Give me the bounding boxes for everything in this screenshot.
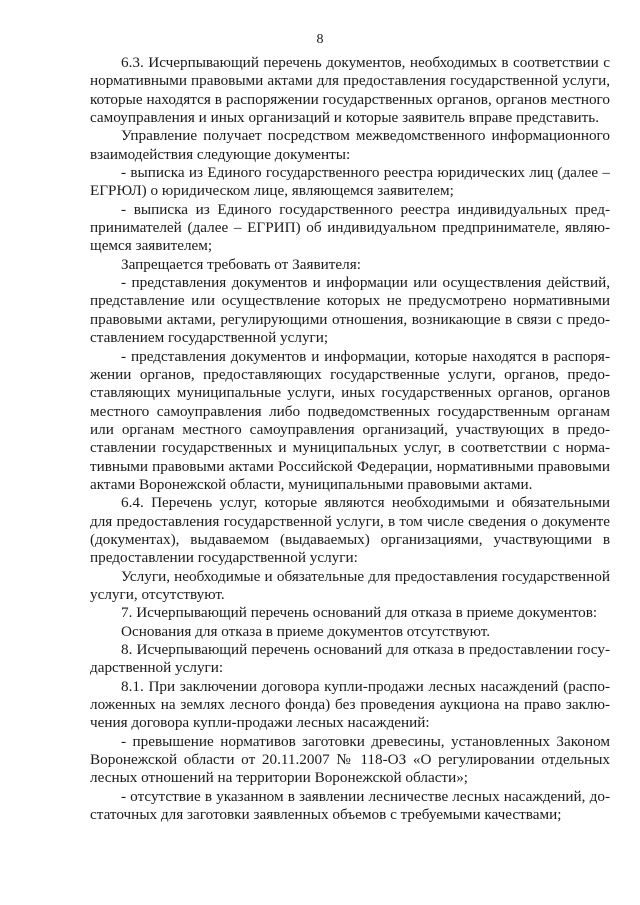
paragraph-interaction-intro: Управление получает посредством межведомственного информационного взаимодействия следующие документы: [90,127,610,163]
list-item-egrip: - выписка из Единого государственного реестра индивидуальных предпринимателей (далее – ЕГРИП) об индивидуальном предпринимателе, являющемся заявителем; [90,200,610,255]
paragraph-6-3: 6.3. Исчерпывающий перечень документов, необходимых в соответствии с нормативными правовыми актами для предоставления государственной услуги, которые находятся в распоряжении государственных органов, органов местного самоуправления и иных организаций и которые заявитель вправе представить. [90,54,610,127]
list-item-prohibition-1: - представления документов и информации или осуществления действий, представление или осуществление которых не предусмотрено нормативными правовыми актами, регулирующими отношения, возникающие в связи с предоставлением государственной услуги; [90,274,610,347]
list-item-no-plantations: - отсутствие в указанном в заявлении лесничестве лесных насаждений, достаточных для заготовки заявленных объемов с требуемыми качествами; [90,787,610,824]
paragraph-prohibition-intro: Запрещается требовать от Заявителя: [121,255,361,273]
paragraph-6-4: 6.4. Перечень услуг, которые являются необходимыми и обязательными для предоставления государственной услуги, в том числе сведения о документе (документах), выдаваемом (выдаваемых) организациями, участвующими в предоставлении государственной услуги: [90,494,610,567]
paragraph-7: 7. Исчерпывающий перечень оснований для отказа в приеме документов: [121,604,598,622]
list-item-prohibition-2: - представления документов и информации, которые находятся в распоряжении органов, предоставляющих государственные услуги, органов, предоставляющих муниципальные услуги, иных государственных органов, органов местного самоуправления либо подведомственных государственным органам или органам местного самоуправления организаций, участвующих в предоставлении государственных и муниципальных услуг, в соответствии с нормативными правовыми актами Российской Федерации, нормативными правовыми актами Воронежской области, муниципальными правовыми актами. [90,347,610,493]
list-item-egrul: - выписка из Единого государственного реестра юридических лиц (далее – ЕГРЮЛ) о юридическом лице, являющемся заявителем; [90,164,610,200]
list-item-norms-exceeded: - превышение нормативов заготовки древесины, установленных Законом Воронежской области от 20.11.2007 № 118-ОЗ «О регулировании отдельных лесных отношений на территории Воронежской области»; [90,732,610,787]
paragraph-7-grounds-absent: Основания для отказа в приеме документов отсутствуют. [121,622,491,640]
paragraph-8: 8. Исчерпывающий перечень оснований для отказа в предоставлении государственной услуги: [90,641,610,677]
page-number: 8 [316,32,324,47]
paragraph-services-absent: Услуги, необходимые и обязательные для предоставления государственной услуги, отсутствуют. [90,567,610,603]
document-body [90,54,610,824]
paragraph-8-1: 8.1. При заключении договора купли-продажи лесных насаждений (расположенных на землях лесного фонда) без проведения аукциона на право заключения договора купли-продажи лесных насаждений: [90,677,610,732]
